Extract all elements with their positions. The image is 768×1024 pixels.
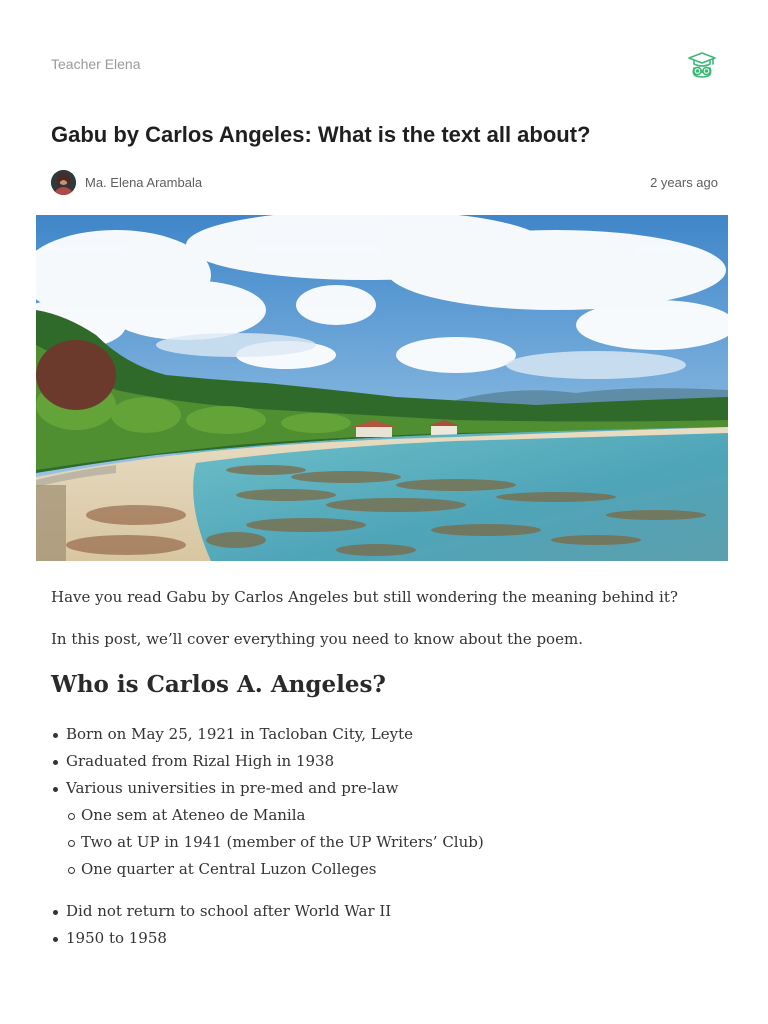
list-item: Did not return to school after World War II <box>51 898 721 925</box>
site-header <box>51 54 718 78</box>
list-item: 1950 to 1958 <box>51 925 721 952</box>
author-name[interactable]: Ma. Elena Arambala <box>85 175 203 190</box>
sub-list <box>66 802 721 883</box>
post-meta <box>51 170 718 196</box>
sub-list-item: One sem at Ateneo de Manila <box>66 802 721 829</box>
author-avatar[interactable] <box>51 170 76 195</box>
hero-image <box>36 215 728 561</box>
intro-paragraph: In this post, we’ll cover everything you need to know about the poem. <box>51 630 583 648</box>
post-title: Gabu by Carlos Angeles: What is the text all about? <box>51 122 591 147</box>
sub-list-item: One quarter at Central Luzon Colleges <box>66 856 721 883</box>
intro-paragraph: Have you read Gabu by Carlos Angeles but still wondering the meaning behind it? <box>51 588 678 606</box>
bio-list-continued <box>51 898 721 952</box>
list-item-text: Various universities in pre-med and pre-law <box>66 779 399 797</box>
site-name-link[interactable]: Teacher Elena <box>51 56 141 72</box>
sub-list-item: Two at UP in 1941 (member of the UP Writers’ Club) <box>66 829 721 856</box>
post-content <box>51 585 721 952</box>
section-heading: Who is Carlos A. Angeles? <box>51 671 386 698</box>
list-item <box>51 775 721 883</box>
list-item: Born on May 25, 1921 in Tacloban City, Leyte <box>51 721 721 748</box>
owl-graduation-cap-icon[interactable] <box>686 48 718 80</box>
post-date: 2 years ago <box>650 175 718 190</box>
list-item: Graduated from Rizal High in 1938 <box>51 748 721 775</box>
bio-list <box>51 721 721 883</box>
